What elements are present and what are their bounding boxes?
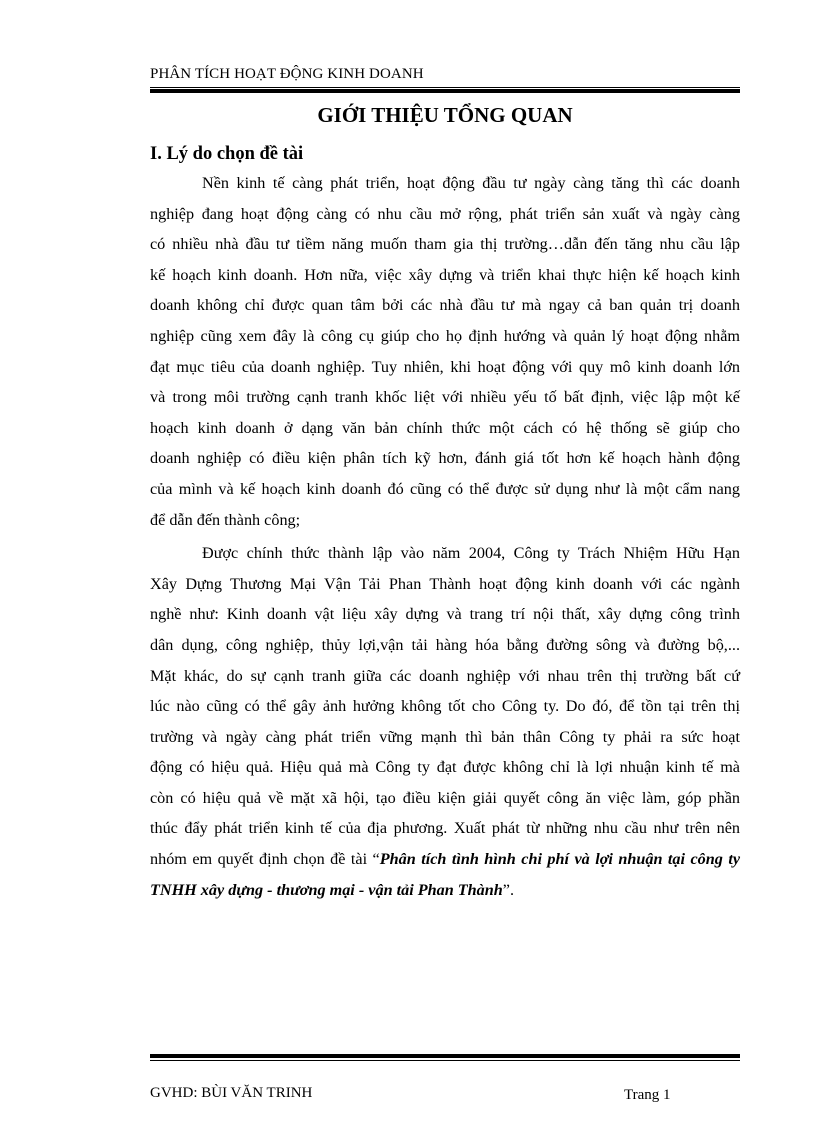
- text-line: thúc đẩy phát triển kinh tế của địa phương. Xuất phát từ những nhu cầu như trên nên: [150, 819, 740, 838]
- topic-title-part-2: TNHH xây dựng - thương mại - vận tải Phan Thành: [150, 880, 503, 899]
- text-line: [150, 875, 740, 906]
- text-line: Xây Dựng Thương Mại Vận Tải Phan Thành hoạt động kinh doanh với các ngành: [150, 574, 740, 593]
- paragraph-1: [150, 168, 740, 535]
- text-line: đạt mục tiêu của doanh nghiệp. Tuy nhiên, khi hoạt động với quy mô kinh doanh lớn: [150, 357, 740, 376]
- text-line: của mình và kế hoạch kinh doanh đó cũng có thể được sử dụng như là một cẩm nang: [150, 479, 740, 498]
- header-title: PHÂN TÍCH HOẠT ĐỘNG KINH DOANH: [150, 66, 424, 82]
- paragraph-2: [150, 538, 740, 905]
- text-line: động có hiệu quả. Hiệu quả mà Công ty đạt được không chỉ là lợi nhuận kinh tế mà: [150, 758, 740, 777]
- text-line: Mặt khác, do sự cạnh tranh giữa các doanh nghiệp với nhau trên thị trường bất cứ: [150, 666, 740, 685]
- header-rule-thick: [150, 89, 740, 93]
- text-line: [150, 844, 740, 875]
- text-line: và trong môi trường cạnh tranh khốc liệt với nhiều yếu tố bất định, việc lập một kế: [150, 388, 740, 407]
- text-line: Nền kinh tế càng phát triển, hoạt động đầu tư ngày càng tăng thì các doanh: [202, 174, 740, 192]
- document-title: GIỚI THIỆU TỔNG QUAN: [317, 103, 573, 127]
- text-line: nghiệp đang hoạt động càng có nhu cầu mở rộng, phát triển sản xuất và ngày càng: [150, 204, 740, 223]
- footer-advisor: GVHD: BÙI VĂN TRINH: [150, 1085, 313, 1101]
- text-line: kế hoạch kinh doanh. Hơn nữa, việc xây dựng và triển khai thực hiện kế hoạch kinh: [150, 265, 740, 284]
- text-line: dân dụng, công nghiệp, thủy lợi,vận tải hàng hóa bằng đường sông và đường bộ,...: [150, 635, 740, 654]
- text-line: còn có hiệu quả về mặt xã hội, tạo điều kiện giải quyết công ăn việc làm, góp phần: [150, 788, 740, 807]
- text-line: lúc nào cũng có thể gây ảnh hưởng không tốt cho Công ty. Do đó, để tồn tại trên thị: [150, 697, 740, 716]
- text-run: nhóm em quyết định chọn đề tài “: [150, 850, 380, 869]
- text-line: doanh nghiệp có điều kiện phân tích kỹ hơn, đánh giá tốt hơn kế hoạch hành động: [150, 449, 740, 468]
- text-line: doanh không chỉ được quan tâm bởi các nhà đầu tư mà ngay cả ban quản trị doanh: [150, 296, 740, 315]
- text-line: nghiệp cũng xem đây là công cụ giúp cho họ định hướng và quản lý hoạt động nhằm: [150, 326, 740, 345]
- text-line: nghề như: Kinh doanh vật liệu xây dựng và trang trí nội thất, xây dựng công trình: [150, 605, 740, 624]
- footer-rule-thick: [150, 1054, 740, 1058]
- page-number: Trang 1: [624, 1087, 671, 1103]
- header-rule-thin: [150, 87, 740, 88]
- text-line: Được chính thức thành lập vào năm 2004, Công ty Trách Nhiệm Hữu Hạn: [202, 544, 740, 563]
- text-line: hoạch kinh doanh ở dạng văn bản chính thức một cách có hệ thống sẽ giúp cho: [150, 418, 740, 437]
- body-text: [150, 168, 740, 905]
- footer-rule-thin: [150, 1060, 740, 1061]
- topic-title-part-1: Phân tích tình hình chi phí và lợi nhuận tại công ty: [379, 850, 741, 869]
- section-heading: I. Lý do chọn đề tài: [150, 144, 304, 164]
- text-line: có nhiều nhà đầu tư tiềm năng muốn tham gia thị trường…dẫn đến tăng nhu cầu lập: [150, 235, 740, 254]
- text-line: trường và ngày càng phát triển vững mạnh thì bản thân Công ty phải ra sức hoạt: [150, 727, 740, 746]
- text-line: để dẫn đến thành công;: [150, 510, 301, 529]
- text-run: ”.: [502, 880, 515, 899]
